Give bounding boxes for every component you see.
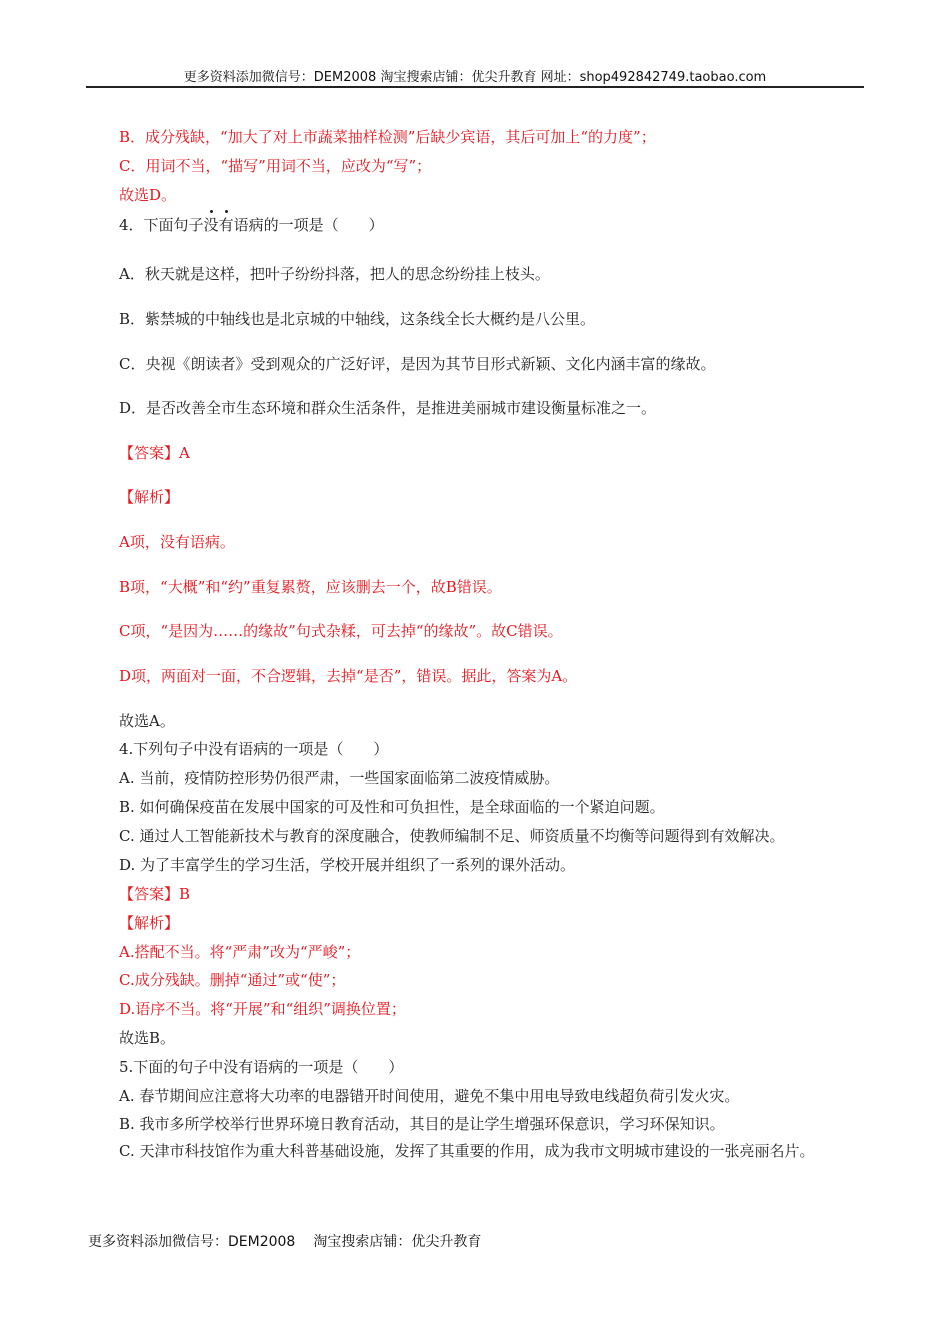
q4b-analysis-label: 【解析】 [119,914,180,932]
prev-analysis-c: C．用词不当，“描写”用词不当，应改为“写”； [119,157,432,175]
q4a-option-a: A．秋天就是这样，把叶子纷纷抖落，把人的思念纷纷挂上枝头。 [119,265,550,283]
q4a-stem: 4．下面句子没有语病的一项是（ ） [119,216,384,234]
prev-conclusion: 故选D。 [119,186,177,204]
q4b-stem: 4.下列句子中没有语病的一项是（ ） [119,740,389,758]
q5-stem: 5.下面的句子中没有语病的一项是（ ） [119,1058,404,1076]
page-footer [88,1231,499,1251]
q4a-answer: 【答案】A [119,444,190,462]
q5-option-b: B. 我市多所学校举行世界环境日教育活动，其目的是让学生增强环保意识，学习环保知识。 [119,1115,725,1133]
q4b-analysis-d: D.语序不当。将“开展”和“组织”调换位置； [119,1000,406,1018]
q4a-analysis-label: 【解析】 [119,488,180,506]
q5-option-c: C. 天津市科技馆作为重大科普基础设施，发挥了其重要的作用，成为我市文明城市建设的一张亮丽名片。 [119,1142,815,1160]
q5-option-a: A. 春节期间应注意将大功率的电器错开时间使用，避免不集中用电导致电线超负荷引发火灾。 [119,1087,740,1105]
q4a-option-d: D．是否改善全市生态环境和群众生活条件，是推进美丽城市建设衡量标准之一。 [119,399,657,417]
emphasis-dot-1: 没 [203,216,219,234]
prev-analysis-b: B．成分残缺，“加大了对上市蔬菜抽样检测”后缺少宾语，其后可加上“的力度”； [119,128,656,146]
q4b-option-a: A. 当前，疫情防控形势仍很严肃，一些国家面临第二波疫情威胁。 [119,769,560,787]
q4b-conclusion: 故选B。 [119,1029,176,1047]
q4b-option-d: D. 为了丰富学生的学习生活，学校开展并组织了一系列的课外活动。 [119,856,576,874]
q4a-option-b: B．紫禁城的中轴线也是北京城的中轴线，这条线全长大概约是八公里。 [119,310,596,328]
q4a-analysis-d: D项，两面对一面，不合逻辑，去掉“是否”，错误。据此，答案为A。 [119,667,578,685]
footer-wechat: 更多资料添加微信号：DEM2008 [88,1234,296,1250]
header-divider [86,86,864,88]
q4a-analysis-c: C项，“是因为……的缘故”句式杂糅，可去掉“的缘故”。故C错误。 [119,622,563,640]
q4b-analysis-a: A.搭配不当。将“严肃”改为“严峻”； [119,943,361,961]
q4b-answer: 【答案】B [119,885,191,903]
q4a-option-c: C．央视《朗读者》受到观众的广泛好评，是因为其节目形式新颖、文化内涵丰富的缘故。 [119,355,716,373]
q4a-analysis-a: A项，没有语病。 [119,533,235,551]
q4a-analysis-b: B项，“大概”和“约”重复累赘，应该删去一个，故B错误。 [119,578,502,596]
emphasis-dot-2: 有 [218,216,234,234]
q4b-analysis-c: C.成分残缺。删掉“通过”或“使”； [119,971,346,989]
page-header: 更多资料添加微信号：DEM2008 淘宝搜索店铺：优尖升教育 网址：shop492842749.taobao.com [183,70,767,85]
q4b-option-c: C. 通过人工智能新技术与教育的深度融合，使教师编制不足、师资质量不均衡等问题得到有效解决。 [119,827,785,845]
q4b-option-b: B. 如何确保疫苗在发展中国家的可及性和可负担性，是全球面临的一个紧迫问题。 [119,798,665,816]
footer-shop: 淘宝搜索店铺：优尖升教育 [313,1234,482,1250]
q4a-conclusion: 故选A。 [119,712,175,730]
